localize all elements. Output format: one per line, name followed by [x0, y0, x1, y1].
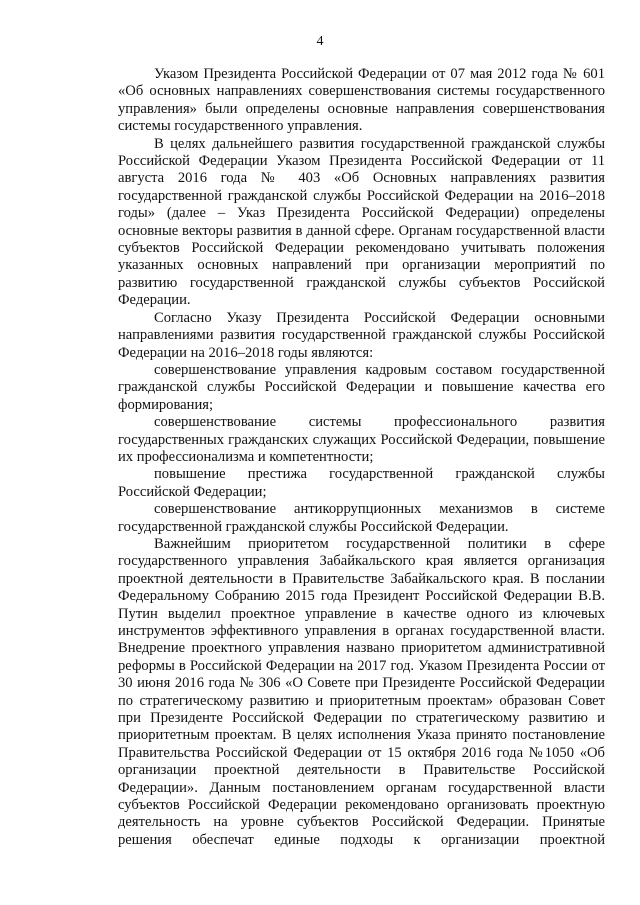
list-item-professional-development: совершенствование системы профессионального развития государственных гражданских служащих Российской Федерации, повышение их профессионализма и компетентности; [118, 414, 605, 465]
list-item-anticorruption: совершенствование антикоррупционных механизмов в системе государственной гражданской службы Российской Федерации. [118, 501, 605, 535]
paragraph-decree-403: В целях дальнейшего развития государственной гражданской службы Российской Федерации Указом Президента Российской Федерации от 11 августа 2016 года № 403 «Об Основных направлениях развития государственной гражданской службы Российской Федерации на 2016–2018 годы» (далее – Указ Президента Российской Федерации) определены основные векторы развития в данной сфере. Органам государственной власти субъектов Российской Федерации рекомендовано учитывать положения указанных основных направлений при организации мероприятий по развитию государственной гражданской службы субъектов Российской Федерации. [118, 135, 605, 309]
paragraph-main-directions-intro: Согласно Указу Президента Российской Федерации основными направлениями развития государственной гражданской службы Российской Федерации на 2016–2018 годы являются: [118, 309, 605, 361]
paragraph-decree-601: Указом Президента Российской Федерации от 07 мая 2012 года № 601 «Об основных направлениях совершенствования системы государственного управления» были определены основные направления совершенствования системы государственного управления. [118, 66, 605, 135]
document-body [118, 66, 605, 849]
paragraph-project-management: Важнейшим приоритетом государственной политики в сфере государственного управления Забайкальского края является организация проектной деятельности в Правительстве Забайкальского края. В послании Федеральному Собранию 2015 года Президент Российской Федерации В.В. Путин выделил проектное управление в качестве одного из ключевых инструментов эффективного управления в органах государственной власти. Внедрение проектного управления названо приоритетом административной реформы в Российской Федерации на 2017 год. Указом Президента России от 30 июня 2016 года № 306 «О Совете при Президенте Российской Федерации по стратегическому развитию и приоритетным проектам» образован Совет при Президенте Российской Федерации по стратегическому развитию и приоритетным проектам. В целях исполнения Указа принято постановление Правительства Российской Федерации от 15 октября 2016 года №1050 «Об организации проектной деятельности в Правительстве Российской Федерации». Данным постановлением органам государственной власти субъектов Российской Федерации рекомендовано организовать проектную деятельность на уровне субъектов Российской Федерации. Принятые решения обеспечат единые подходы к организации проектной [118, 535, 605, 848]
list-item-personnel-management: совершенствование управления кадровым составом государственной гражданской службы Российской Федерации и повышение качества его формирования; [118, 361, 605, 413]
list-item-prestige: повышение престижа государственной гражданской службы Российской Федерации; [118, 466, 605, 500]
page-number: 4 [316, 34, 324, 49]
